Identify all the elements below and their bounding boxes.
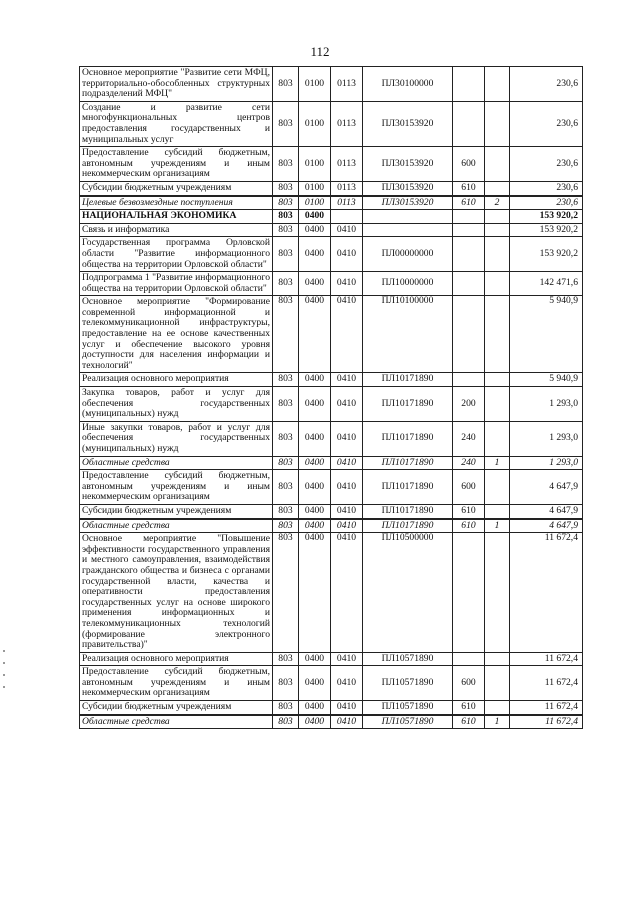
cell-amount: 153 920,2 [510,223,583,237]
cell-amount: 153 920,2 [510,237,583,272]
cell-amount: 11 672,4 [510,701,583,715]
cell-section: 0400 [299,519,331,533]
cell-grbs: 803 [273,470,299,505]
cell-section: 0400 [299,470,331,505]
cell-subsection: 0410 [331,519,363,533]
cell-expense-type: 610 [453,181,485,195]
cell-subsection: 0113 [331,147,363,182]
cell-grbs: 803 [273,296,299,373]
cell-source [485,652,510,666]
table-row [80,421,583,456]
cell-expense-type: 610 [453,504,485,518]
cell-subsection: 0410 [331,652,363,666]
cell-amount: 230,6 [510,181,583,195]
cell-section: 0400 [299,373,331,387]
cell-name: Закупка товаров, работ и услуг для обеспечения государственных (муниципальных) нужд [80,387,273,422]
cell-grbs: 803 [273,519,299,533]
cell-section: 0400 [299,701,331,715]
cell-section: 0100 [299,147,331,182]
cell-expense-type [453,652,485,666]
cell-target-article: ПЛ10171890 [363,387,453,422]
cell-section: 0100 [299,181,331,195]
cell-section: 0400 [299,296,331,373]
cell-subsection: 0410 [331,421,363,456]
cell-amount: 142 471,6 [510,272,583,296]
cell-section: 0400 [299,504,331,518]
cell-subsection: 0113 [331,181,363,195]
cell-amount: 11 672,4 [510,666,583,701]
cell-section: 0100 [299,196,331,210]
cell-source [485,101,510,146]
cell-amount: 11 672,4 [510,652,583,666]
cell-grbs: 803 [273,421,299,456]
cell-target-article: ПЛ10100000 [363,296,453,373]
cell-section: 0100 [299,101,331,146]
cell-target-article: ПЛ10000000 [363,272,453,296]
cell-amount: 230,6 [510,196,583,210]
table-row [80,101,583,146]
cell-target-article: ПЛ00000000 [363,237,453,272]
cell-name: Предоставление субсидий бюджетным, автономным учреждениям и иным некоммерческим организациям [80,666,273,701]
cell-amount: 1 293,0 [510,421,583,456]
cell-name: Государственная программа Орловской области "Развитие информационного общества на территории Орловской области" [80,237,273,272]
cell-name: Реализация основного мероприятия [80,373,273,387]
cell-grbs: 803 [273,237,299,272]
cell-source [485,387,510,422]
cell-target-article: ПЛ10171890 [363,456,453,470]
cell-subsection: 0410 [331,237,363,272]
cell-section: 0400 [299,237,331,272]
cell-target-article: ПЛ10500000 [363,533,453,653]
cell-grbs: 803 [273,147,299,182]
cell-subsection: 0410 [331,715,363,729]
cell-source: 1 [485,715,510,729]
table-row [80,652,583,666]
cell-grbs: 803 [273,387,299,422]
cell-target-article: ПЛ10571890 [363,666,453,701]
cell-section: 0400 [299,666,331,701]
cell-expense-type: 200 [453,387,485,422]
cell-name: Областные средства [80,456,273,470]
cell-name: Подпрограмма 1 "Развитие информационного общества на территории Орловской области" [80,272,273,296]
table-row [80,296,583,373]
table-row [80,67,583,102]
cell-subsection: 0410 [331,296,363,373]
cell-target-article: ПЛ30153920 [363,147,453,182]
cell-grbs: 803 [273,456,299,470]
cell-grbs: 803 [273,223,299,237]
cell-source [485,147,510,182]
cell-source [485,533,510,653]
cell-subsection: 0410 [331,456,363,470]
cell-grbs: 803 [273,272,299,296]
page-number: 112 [310,44,330,59]
table-row [80,715,583,729]
budget-table-body [80,67,583,729]
cell-expense-type [453,296,485,373]
cell-subsection: 0113 [331,101,363,146]
cell-name: Создание и развитие сети многофункциональных центров предоставления государственных и муниципальных услуг [80,101,273,146]
cell-grbs: 803 [273,666,299,701]
cell-source [485,421,510,456]
cell-subsection: 0410 [331,504,363,518]
budget-table [79,66,583,729]
cell-expense-type [453,101,485,146]
cell-grbs: 803 [273,196,299,210]
cell-name: Связь и информатика [80,223,273,237]
cell-grbs: 803 [273,67,299,102]
cell-expense-type: 600 [453,666,485,701]
cell-target-article: ПЛ10171890 [363,504,453,518]
cell-source: 2 [485,196,510,210]
cell-amount: 1 293,0 [510,387,583,422]
cell-target-article: ПЛ10171890 [363,373,453,387]
cell-amount: 5 940,9 [510,296,583,373]
cell-source [485,296,510,373]
cell-expense-type: 240 [453,456,485,470]
cell-name: Реализация основного мероприятия [80,652,273,666]
cell-subsection [331,210,363,224]
cell-grbs: 803 [273,715,299,729]
cell-target-article: ПЛ10171890 [363,519,453,533]
table-row [80,373,583,387]
cell-target-article: ПЛ30153920 [363,196,453,210]
cell-expense-type: 600 [453,470,485,505]
table-row [80,533,583,653]
table-row [80,181,583,195]
cell-grbs: 803 [273,701,299,715]
cell-source [485,701,510,715]
cell-subsection: 0410 [331,272,363,296]
cell-source [485,181,510,195]
cell-amount: 11 672,4 [510,533,583,653]
cell-subsection: 0410 [331,701,363,715]
cell-grbs: 803 [273,504,299,518]
cell-expense-type [453,373,485,387]
cell-expense-type [453,272,485,296]
cell-target-article: ПЛ10171890 [363,421,453,456]
cell-expense-type [453,210,485,224]
cell-name: Областные средства [80,715,273,729]
margin-scan-marks [0,640,6,720]
cell-source [485,223,510,237]
table-row [80,519,583,533]
cell-name: Основное мероприятие "Формирование современной информационной и телекоммуникационной инфраструктуры, предоставление на ее основе качественных услуг и обеспечение высокого уровня доступности для населения информации и технологий" [80,296,273,373]
cell-expense-type: 610 [453,715,485,729]
cell-source [485,504,510,518]
cell-source [485,470,510,505]
cell-expense-type: 600 [453,147,485,182]
table-row [80,223,583,237]
cell-subsection: 0410 [331,223,363,237]
cell-source [485,373,510,387]
cell-target-article: ПЛ10571890 [363,652,453,666]
cell-amount: 4 647,9 [510,470,583,505]
cell-source: 1 [485,456,510,470]
cell-section: 0400 [299,421,331,456]
cell-section: 0100 [299,67,331,102]
cell-section: 0400 [299,272,331,296]
cell-source [485,210,510,224]
table-row [80,470,583,505]
cell-expense-type: 610 [453,701,485,715]
cell-target-article [363,223,453,237]
cell-section: 0400 [299,533,331,653]
cell-section: 0400 [299,387,331,422]
cell-name: Предоставление субсидий бюджетным, автономным учреждениям и иным некоммерческим организациям [80,147,273,182]
cell-name: Целевые безвозмездные поступления [80,196,273,210]
cell-target-article [363,210,453,224]
cell-expense-type: 610 [453,196,485,210]
cell-grbs: 803 [273,373,299,387]
cell-grbs: 803 [273,533,299,653]
cell-name: Основное мероприятие "Повышение эффективности государственного управления и местного самоуправления, взаимодействия гражданского общества и бизнеса с органами государственной власти, качества и оперативности предоставления государственных услуг на основе широкого применения информационных и телекоммуникационных технологий (формирование электронного правительства)" [80,533,273,653]
cell-grbs: 803 [273,652,299,666]
cell-name: Субсидии бюджетным учреждениям [80,504,273,518]
cell-expense-type [453,237,485,272]
cell-amount: 230,6 [510,67,583,102]
cell-source [485,272,510,296]
cell-expense-type [453,533,485,653]
cell-section: 0400 [299,210,331,224]
cell-section: 0400 [299,223,331,237]
cell-amount: 1 293,0 [510,456,583,470]
cell-amount: 230,6 [510,101,583,146]
cell-amount: 5 940,9 [510,373,583,387]
cell-source [485,666,510,701]
cell-subsection: 0410 [331,533,363,653]
table-row [80,387,583,422]
table-row [80,210,583,224]
cell-amount: 153 920,2 [510,210,583,224]
cell-expense-type: 610 [453,519,485,533]
cell-section: 0400 [299,456,331,470]
cell-name: Основное мероприятие "Развитие сети МФЦ, территориально-обособленных структурных подразделений МФЦ" [80,67,273,102]
cell-subsection: 0410 [331,666,363,701]
cell-section: 0400 [299,715,331,729]
cell-grbs: 803 [273,181,299,195]
cell-section: 0400 [299,652,331,666]
cell-expense-type: 240 [453,421,485,456]
cell-amount: 4 647,9 [510,504,583,518]
cell-expense-type [453,67,485,102]
cell-amount: 11 672,4 [510,715,583,729]
cell-subsection: 0410 [331,373,363,387]
cell-amount: 230,6 [510,147,583,182]
cell-name: Предоставление субсидий бюджетным, автономным учреждениям и иным некоммерческим организациям [80,470,273,505]
cell-subsection: 0410 [331,387,363,422]
cell-grbs: 803 [273,210,299,224]
cell-subsection: 0410 [331,470,363,505]
cell-target-article: ПЛ10571890 [363,701,453,715]
cell-name: Субсидии бюджетным учреждениям [80,701,273,715]
cell-name: НАЦИОНАЛЬНАЯ ЭКОНОМИКА [80,210,273,224]
cell-source [485,67,510,102]
cell-target-article: ПЛ30153920 [363,181,453,195]
cell-name: Субсидии бюджетным учреждениям [80,181,273,195]
cell-grbs: 803 [273,101,299,146]
cell-target-article: ПЛ30100000 [363,67,453,102]
cell-amount: 4 647,9 [510,519,583,533]
cell-target-article: ПЛ30153920 [363,101,453,146]
table-row [80,196,583,210]
table-row [80,147,583,182]
table-row [80,456,583,470]
cell-name: Областные средства [80,519,273,533]
table-row [80,237,583,272]
table-row [80,504,583,518]
table-row [80,272,583,296]
cell-expense-type [453,223,485,237]
cell-name: Иные закупки товаров, работ и услуг для обеспечения государственных (муниципальных) нужд [80,421,273,456]
cell-subsection: 0113 [331,67,363,102]
cell-source: 1 [485,519,510,533]
cell-subsection: 0113 [331,196,363,210]
cell-target-article: ПЛ10171890 [363,470,453,505]
cell-target-article: ПЛ10571890 [363,715,453,729]
table-row [80,666,583,701]
table-row [80,701,583,715]
cell-source [485,237,510,272]
